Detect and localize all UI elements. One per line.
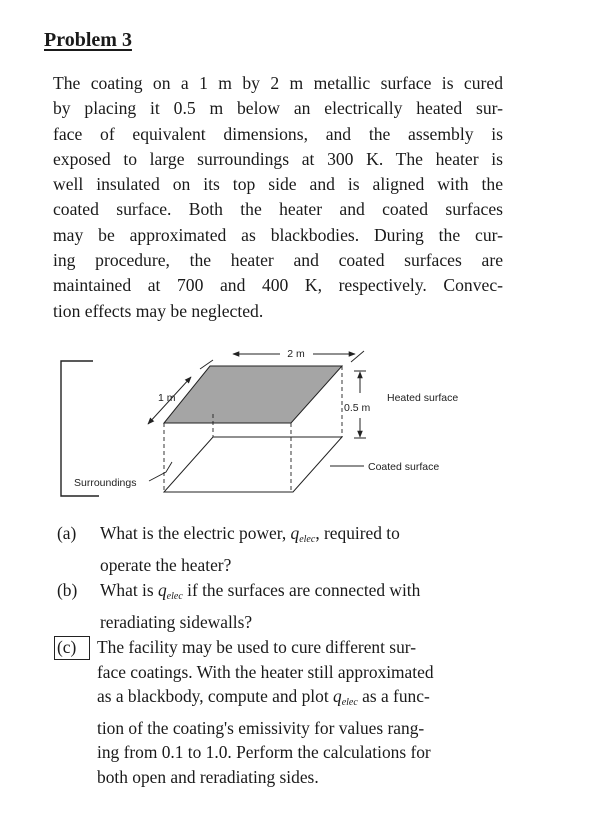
heated-surface-label: Heated surface xyxy=(387,392,459,404)
gap-label: 0.5 m xyxy=(344,402,371,414)
q-elec-symbol: $q_{elec}$ xyxy=(333,686,358,708)
statement-line: by placing it 0.5 m below an electrically heated sur- xyxy=(53,98,503,119)
question-b-label: (b) xyxy=(57,580,78,600)
question-line: face coatings. With the heater still approximated xyxy=(97,661,434,682)
statement-line: The coating on a 1 m by 2 m metallic surface is cured xyxy=(53,73,503,93)
coated-surface-plate xyxy=(164,437,342,492)
question-line: operate the heater? xyxy=(100,554,232,575)
statement-line: may be approximated as blackbodies. During the cur- xyxy=(53,224,503,245)
question-line: tion of the coating's emissivity for values rang- xyxy=(97,717,425,738)
question-line: ing from 0.1 to 1.0. Perform the calculations for xyxy=(97,742,431,762)
question-line: both open and reradiating sides. xyxy=(97,766,319,787)
statement-line: face of equivalent dimensions, and the assembly is xyxy=(53,123,503,144)
heated-surface-plate xyxy=(164,366,342,423)
problem-title: Problem 3 xyxy=(44,29,132,51)
question-line: The facility may be used to cure different sur- xyxy=(97,637,417,657)
surroundings-leader xyxy=(149,462,172,481)
question-a-label: (a) xyxy=(57,523,77,543)
statement-line: tion effects may be neglected. xyxy=(53,300,264,321)
length-label: 2 m xyxy=(287,348,305,360)
question-line: reradiating sidewalls? xyxy=(100,611,253,632)
coated-surface-label: Coated surface xyxy=(368,461,440,473)
statement-line: exposed to large surroundings at 300 K. The heater is xyxy=(53,148,503,169)
surroundings-label: Surroundings xyxy=(74,477,137,489)
statement-line: ing procedure, the heater and coated surfaces are xyxy=(53,250,503,271)
statement-line: well insulated on its top side and is aligned with the xyxy=(53,174,503,195)
q-elec-symbol: $q_{elec}$ xyxy=(290,523,316,545)
width-label: 1 m xyxy=(158,392,176,404)
length-extension xyxy=(351,351,364,362)
question-line: as a blackbody, compute and plot $q_{elec}$ as a func- xyxy=(97,686,430,708)
question-c-label: (c) xyxy=(57,637,77,657)
statement-line: coated surface. Both the heater and coated surfaces xyxy=(53,199,503,220)
surroundings-boundary xyxy=(61,361,99,496)
question-line: What is $q_{elec}$ if the surfaces are connected with xyxy=(100,580,421,602)
question-line: What is the electric power, $q_{elec}$, required to xyxy=(100,523,400,545)
q-elec-symbol: $q_{elec}$ xyxy=(157,580,183,602)
statement-line: maintained at 700 and 400 K, respectively. Convec- xyxy=(53,275,503,296)
